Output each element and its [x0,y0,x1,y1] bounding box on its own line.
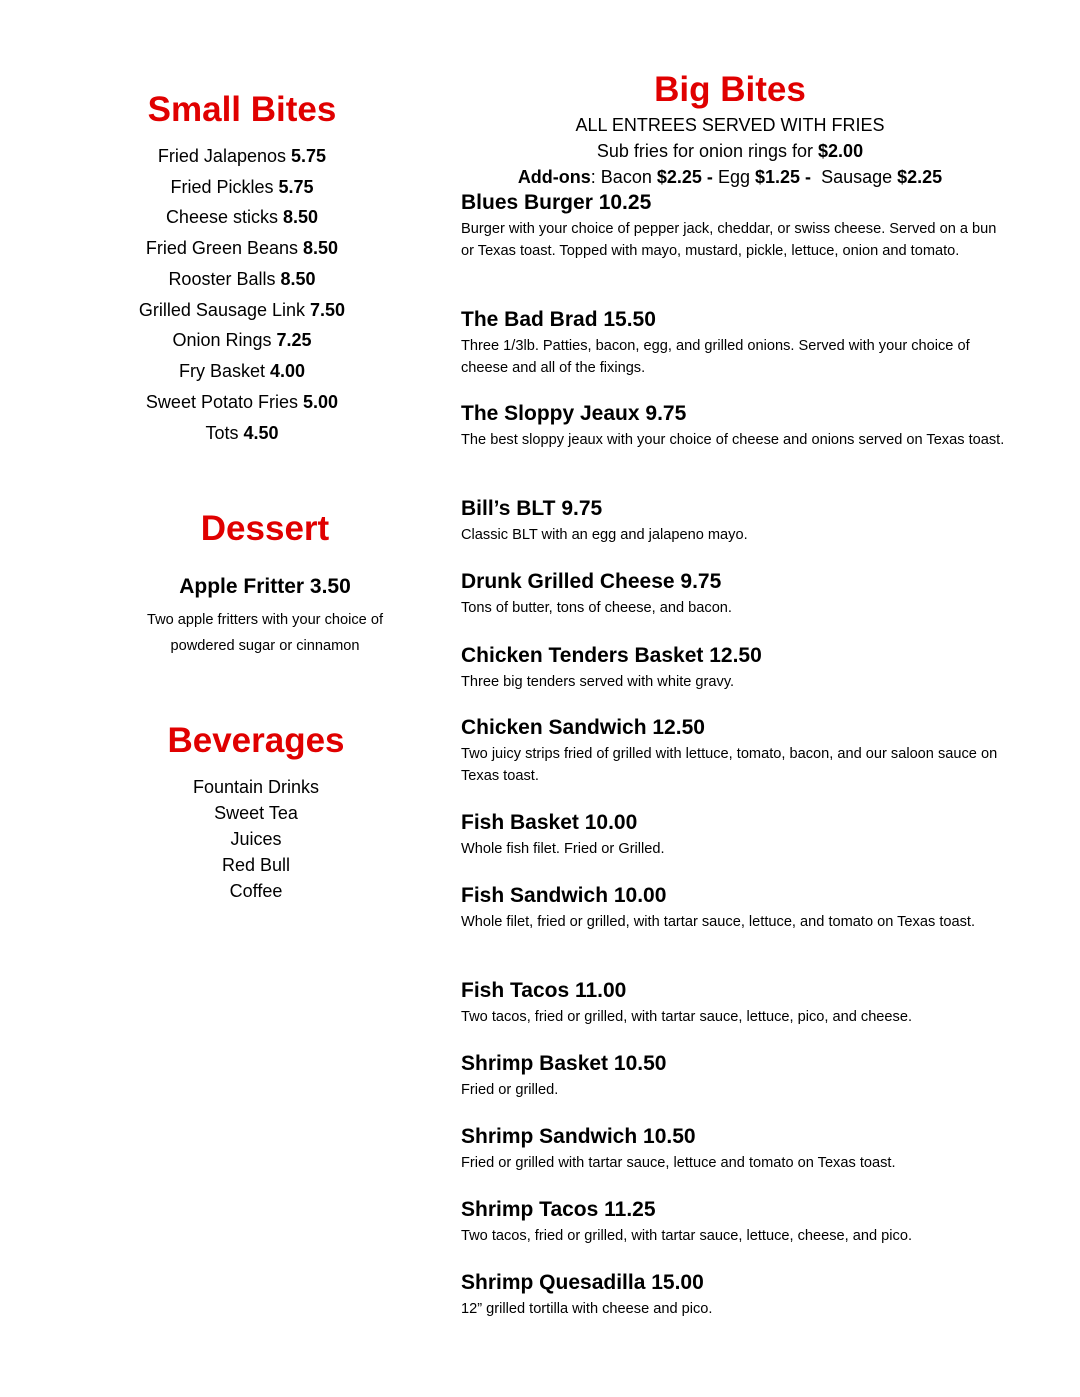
menu-item-title: Chicken Tenders Basket 12.50 [461,644,762,667]
item-name: Fried Pickles [170,177,274,197]
item-name: Fried Green Beans [145,238,298,258]
menu-item-desc: Two tacos, fried or grilled, with tartar sauce, lettuce, pico, and cheese. [461,1009,913,1025]
big-bites-intro-line1: ALL ENTREES SERVED WITH FRIES [575,115,885,135]
item-price: 5.75 [291,146,327,166]
item-price: 5.00 [303,392,339,412]
addons-sausage: Sausage [821,167,893,187]
list-item [102,176,382,198]
dessert-item-desc [100,607,430,659]
item-price: 8.50 [280,269,316,289]
intro-text: Sub fries for onion rings for [596,141,814,161]
list-item [102,422,382,444]
menu-item-title: Shrimp Basket 10.50 [461,1052,667,1075]
list-item [102,145,382,167]
item-name: Sweet Potato Fries [145,392,298,412]
addons-label: Add-ons [517,167,591,187]
menu-item-desc: Burger with your choice of pepper jack, cheddar, or swiss cheese. Served on a bun or Texas toast. Topped with mayo, mustard, pickle, lettuce, onion and tomato. [461,221,997,259]
item-name: Grilled Sausage Link [138,300,306,320]
beverages-heading: Beverages [167,721,345,760]
addons-egg: Egg [717,167,750,187]
dessert-heading: Dessert [200,509,330,548]
addon-sausage-price: $2.25 [897,167,943,187]
menu-item-desc: Whole filet, fried or grilled, with tartar sauce, lettuce, and tomato on Texas toast. [461,914,976,930]
menu-item-desc: 12” grilled tortilla with cheese and pico. [461,1301,713,1317]
menu-item-title: Shrimp Tacos 11.25 [461,1198,656,1221]
menu-item-title: Blues Burger 10.25 [461,191,652,214]
list-item: Sweet Tea [214,803,298,823]
menu-item-title: The Bad Brad 15.50 [461,308,656,331]
small-bites-heading: Small Bites [147,90,337,129]
menu-item-title: Bill’s BLT 9.75 [461,497,603,520]
list-item: Red Bull [221,855,291,875]
desc-line: Two apple fritters with your choice of [146,612,384,628]
addon-bacon-price: $2.25 [656,167,702,187]
list-item [102,329,382,351]
item-name: Onion Rings [172,330,272,350]
item-price: 8.50 [303,238,339,258]
big-bites-heading: Big Bites [654,70,806,109]
big-bites-addons [430,165,1030,189]
item-name: Fried Jalapenos [157,146,286,166]
item-price: 7.25 [276,330,312,350]
item-price: 7.50 [310,300,346,320]
list-item: Coffee [229,881,283,901]
addons-bacon: : Bacon [590,167,652,187]
item-price: 5.75 [278,177,314,197]
big-bites-intro-line2 [430,139,1030,163]
list-item: Fountain Drinks [192,777,320,797]
intro-price: $2.00 [818,141,864,161]
menu-item-desc: Three 1/3lb. Patties, bacon, egg, and grilled onions. Served with your choice of cheese and all of the fixings. [461,338,970,376]
menu-item-title: Shrimp Sandwich 10.50 [461,1125,696,1148]
menu-item-title: The Sloppy Jeaux 9.75 [461,402,687,425]
menu-item-title: Drunk Grilled Cheese 9.75 [461,570,722,593]
item-price: 4.50 [243,423,279,443]
list-item [102,360,382,382]
menu-item-desc: Fried or grilled. [461,1082,559,1098]
menu-item-title: Fish Sandwich 10.00 [461,884,667,907]
addons-dash: - [706,167,713,187]
menu-item-desc: Three big tenders served with white gravy. [461,674,735,690]
menu-item-desc: Fried or grilled with tartar sauce, lettuce and tomato on Texas toast. [461,1155,896,1171]
list-item [102,237,382,259]
menu-item-title: Shrimp Quesadilla 15.00 [461,1271,704,1294]
menu-item-desc: Whole fish filet. Fried or Grilled. [461,841,665,857]
list-item: Juices [230,829,282,849]
menu-item-desc: Classic BLT with an egg and jalapeno mayo. [461,527,748,543]
addons-dash: - [805,167,812,187]
menu-item-title: Chicken Sandwich 12.50 [461,716,705,739]
item-name: Tots [205,423,239,443]
item-price: 8.50 [283,207,319,227]
list-item [102,391,382,413]
addon-egg-price: $1.25 [754,167,801,187]
item-name: Fry Basket [178,361,265,381]
menu-item-title: Fish Basket 10.00 [461,811,638,834]
list-item [102,299,382,321]
menu-item-desc: The best sloppy jeaux with your choice of cheese and onions served on Texas toast. [461,432,1005,448]
dessert-item-title: Apple Fritter 3.50 [179,575,351,598]
item-name: Rooster Balls [168,269,276,289]
menu-item-desc: Two tacos, fried or grilled, with tartar sauce, lettuce, cheese, and pico. [461,1228,913,1244]
desc-line: powdered sugar or cinnamon [170,638,360,654]
menu-item-title: Fish Tacos 11.00 [461,979,627,1002]
item-price: 4.00 [270,361,306,381]
item-name: Cheese sticks [165,207,278,227]
menu-item-desc: Tons of butter, tons of cheese, and bacon. [461,600,732,616]
list-item [102,268,382,290]
list-item [102,206,382,228]
menu-item-desc: Two juicy strips fried of grilled with lettuce, tomato, bacon, and our saloon sauce on Texas toast. [461,746,998,784]
